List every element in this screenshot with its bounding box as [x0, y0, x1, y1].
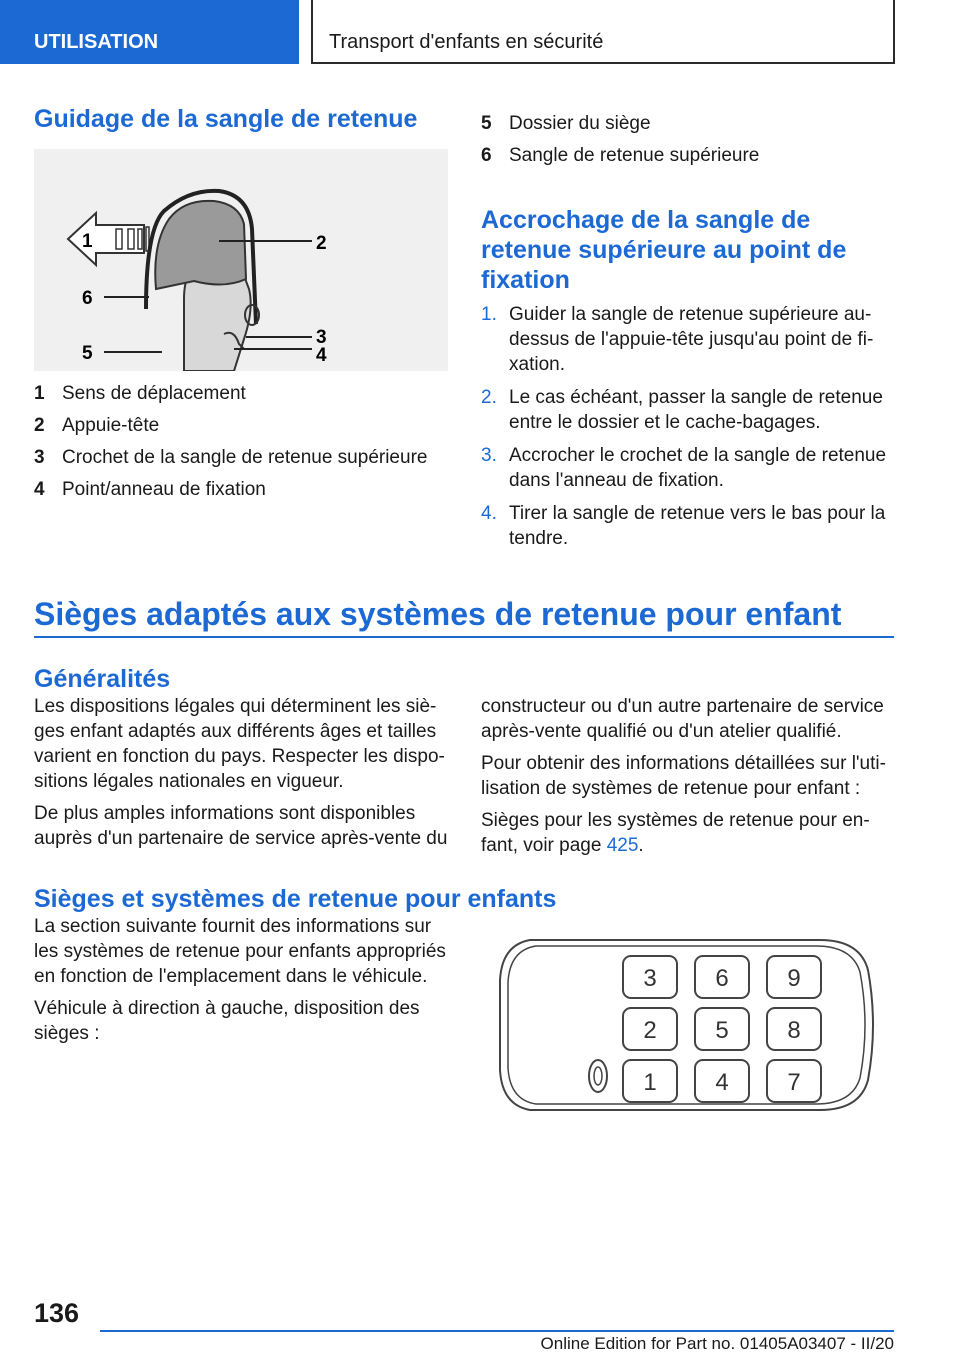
attach-steps	[481, 302, 895, 559]
step-number: 4.	[481, 503, 497, 524]
attach-title: Accrochage de la sangle de retenue supérieure au point de fixation	[481, 206, 847, 294]
seats-section-title: Sièges adaptés aux systèmes de retenue pour enfant	[34, 596, 842, 632]
step-text: Accrocher le crochet de la sangle de retenue dans l'anneau de fixation.	[509, 445, 887, 491]
seats-systems-title: Sièges et systèmes de retenue pour enfants	[34, 885, 557, 913]
seat-number: 2	[643, 1017, 657, 1044]
strap-guide-title: Guidage de la sangle de retenue	[34, 105, 418, 133]
seat-number: 5	[715, 1017, 729, 1044]
steering-wheel-icon	[589, 1060, 607, 1092]
step-text: Tirer la sangle de retenue vers le bas pour la tendre.	[509, 503, 886, 549]
legend-text: Point/anneau de fixation	[62, 479, 266, 500]
legend-text: Dossier du siège	[509, 113, 651, 134]
figure-label-5: 5	[82, 343, 93, 364]
step-text: Le cas échéant, passer la sangle de retenue entre le dossier et le cache-bagages.	[509, 387, 883, 433]
header-section-tab[interactable]: UTILISATION	[0, 0, 299, 64]
paragraph: La section suivante fournit des informations sur les systèmes de retenue pour enfants appropriés en fonction de l'emplacement dans le véhicule.	[34, 916, 446, 987]
legend-item	[34, 442, 454, 474]
paragraph: Les dispositions légales qui déterminent les siè-ges enfant adaptés aux différents âges et tailles varient en fonction du pays. Respecter les dispo-sitions légales nationales en vigueur.	[34, 696, 445, 792]
seat-number: 7	[787, 1069, 801, 1096]
seat-number: 3	[643, 965, 657, 992]
figure-label-2: 2	[316, 233, 327, 254]
legend-item	[481, 140, 895, 172]
step-text: Guider la sangle de retenue supérieure au-dessus de l'appuie-tête jusqu'au point de fi-xation.	[509, 304, 874, 375]
legend-item	[34, 474, 454, 506]
legend-text: Crochet de la sangle de retenue supérieure	[62, 447, 428, 468]
paragraph: De plus amples informations sont disponibles auprès d'un partenaire de service après-vente du	[34, 803, 448, 849]
footer-edition: Online Edition for Part no. 01405A03407 - II/20	[540, 1334, 894, 1353]
figure-label-6: 6	[82, 288, 93, 309]
paragraph: Pour obtenir des informations détaillées sur l'uti-lisation de systèmes de retenue pour enfant :	[481, 753, 886, 799]
seat-number: 6	[715, 965, 729, 992]
legend-number: 2	[34, 415, 45, 436]
strap-legend-left	[34, 378, 454, 506]
direction-arrow-icon	[68, 213, 144, 265]
seat-number: 4	[715, 1069, 729, 1096]
section-divider	[34, 636, 894, 638]
legend-text: Sangle de retenue supérieure	[509, 145, 760, 166]
legend-number: 6	[481, 145, 492, 166]
page-reference-suffix: .	[638, 835, 644, 856]
step-item	[481, 443, 895, 493]
seat-number: 1	[643, 1069, 657, 1096]
footer-divider	[100, 1330, 894, 1332]
legend-item	[34, 378, 454, 410]
step-item	[481, 385, 895, 435]
seat-number: 8	[787, 1017, 801, 1044]
step-item	[481, 302, 895, 377]
seat-layout-figure	[490, 930, 890, 1120]
generalities-right-column	[481, 694, 895, 865]
page-number: 136	[34, 1298, 80, 1328]
paragraph: constructeur ou d'un autre partenaire de service après-vente qualifié ou d'un atelier qualifié.	[481, 696, 884, 742]
page-reference-text: Sièges pour les systèmes de retenue pour en-fant, voir page	[481, 810, 870, 856]
legend-number: 4	[34, 479, 45, 500]
step-item	[481, 501, 895, 551]
legend-number: 1	[34, 383, 45, 404]
paragraph: Véhicule à direction à gauche, disposition des sièges :	[34, 998, 420, 1044]
generalities-left-column	[34, 694, 454, 858]
strap-guide-figure	[34, 149, 448, 371]
figure-label-3: 3	[316, 327, 327, 348]
seats-systems-text	[34, 914, 454, 1053]
header-topic: Transport d'enfants en sécurité	[311, 0, 895, 64]
legend-text: Sens de déplacement	[62, 383, 246, 404]
generalities-title: Généralités	[34, 665, 171, 693]
strap-legend-right	[481, 108, 895, 172]
step-number: 2.	[481, 387, 497, 408]
seat-number: 9	[787, 965, 801, 992]
figure-label-4: 4	[316, 345, 327, 366]
page-reference-paragraph	[481, 808, 895, 858]
legend-number: 3	[34, 447, 45, 468]
step-number: 1.	[481, 304, 497, 325]
legend-item	[34, 410, 454, 442]
legend-number: 5	[481, 113, 492, 134]
figure-label-1: 1	[82, 231, 93, 252]
legend-item	[481, 108, 895, 140]
legend-text: Appuie-tête	[62, 415, 160, 436]
step-number: 3.	[481, 445, 497, 466]
page-reference-link[interactable]: 425	[606, 835, 639, 856]
